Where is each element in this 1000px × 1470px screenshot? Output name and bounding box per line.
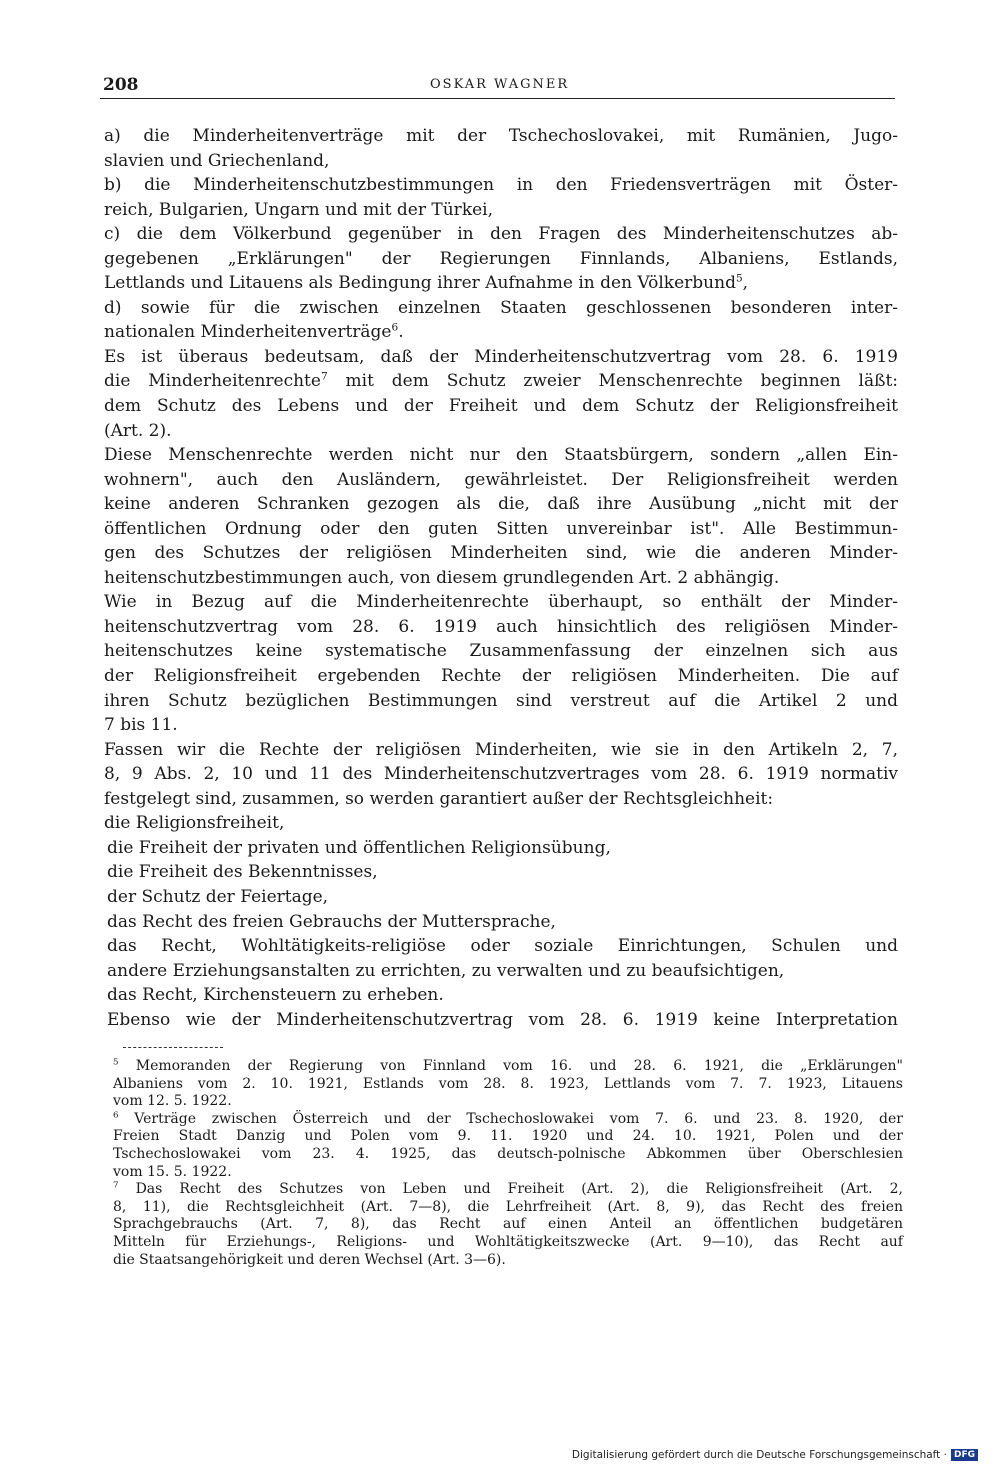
- line-text: das Recht, Kirchensteuern zu erheben.: [107, 985, 444, 1006]
- body-text: [104, 124, 898, 1032]
- page-number: 208: [103, 75, 139, 95]
- footnote-marker: 5: [113, 1057, 119, 1068]
- text-line: [104, 762, 898, 787]
- line-text: die Minderheitenrechte: [104, 371, 321, 392]
- text-line: [104, 124, 898, 149]
- text-line: [104, 787, 898, 812]
- line-text: Ebenso wie der Minderheitenschutzvertrag vom 28. 6. 1919 keine Interpretation: [107, 1009, 898, 1030]
- line-text: reich, Bulgarien, Ungarn und mit der Türkei,: [104, 199, 494, 220]
- text-line: [104, 468, 898, 493]
- footnote-line: [113, 1128, 903, 1146]
- line-text: Sprachgebrauchs (Art. 7, 8), das Recht auf einen Anteil an öffentlichen budgetären: [113, 1216, 903, 1233]
- line-text: Lettlands und Litauens als Bedingung ihrer Aufnahme in den Völkerbund: [104, 273, 736, 294]
- text-line: [104, 885, 898, 910]
- footnotes: [113, 1058, 903, 1269]
- footnote-line: [113, 1164, 903, 1182]
- text-line: [104, 517, 898, 542]
- footnote-marker: 6: [113, 1110, 119, 1121]
- line-text: die Religionsfreiheit,: [104, 813, 285, 834]
- text-line: [104, 615, 898, 640]
- line-text: das Recht, Wohltätigkeits-religiöse oder soziale Einrichtungen, Schulen und: [107, 936, 898, 957]
- line-text: Diese Menschenrechte werden nicht nur den Staatsbürgern, sondern „allen Ein-: [104, 445, 898, 466]
- line-text: andere Erziehungsanstalten zu errichten, zu verwalten und zu beaufsichtigen,: [107, 960, 785, 981]
- text-line: [104, 566, 898, 591]
- line-text: öffentlichen Ordnung oder den guten Sitten unvereinbar ist". Alle Bestimmun-: [104, 518, 898, 539]
- line-text: Mitteln für Erziehungs-, Religions- und Wohltätigkeitszwecke (Art. 9—10), das Recht auf: [113, 1233, 903, 1250]
- text-line: [104, 149, 898, 174]
- text-line: [104, 934, 898, 959]
- line-text: wohnern", auch den Ausländern, gewährleistet. Der Religionsfreiheit werden: [104, 469, 898, 490]
- text-line: [104, 664, 898, 689]
- line-text: festgelegt sind, zusammen, so werden garantiert außer der Rechtsgleichheit:: [104, 788, 774, 809]
- line-text: dem Schutz des Lebens und der Freiheit und dem Schutz der Religionsfreiheit: [104, 396, 898, 417]
- footnote-line: [113, 1146, 903, 1164]
- text-line: [104, 713, 898, 738]
- line-text: b) die Minderheitenschutzbestimmungen in den Friedensverträgen mit Öster-: [104, 175, 898, 196]
- line-text: heitenschutzvertrag vom 28. 6. 1919 auch hinsichtlich des religiösen Minder-: [104, 616, 898, 637]
- line-text: die Freiheit der privaten und öffentlichen Religionsübung,: [107, 837, 611, 858]
- text-line: [104, 639, 898, 664]
- header-rule: [100, 98, 895, 99]
- line-text: Verträge zwischen Österreich und der Tschechoslowakei vom 7. 6. und 23. 8. 1920, der: [118, 1110, 903, 1127]
- text-line: [104, 811, 898, 836]
- line-text: Fassen wir die Rechte der religiösen Minderheiten, wie sie in den Artikeln 2, 7,: [104, 739, 898, 760]
- footnote-reference: 7: [320, 370, 328, 383]
- line-text: Memoranden der Regierung von Finnland vom 16. und 28. 6. 1921, die „Erklärungen": [118, 1058, 903, 1074]
- line-text: der Schutz der Feiertage,: [107, 886, 329, 907]
- text-line: [104, 369, 898, 394]
- line-text: ihren Schutz bezüglichen Bestimmungen sind verstreut auf die Artikel 2 und: [104, 690, 898, 711]
- line-text: Das Recht des Schutzes von Leben und Freiheit (Art. 2), die Religionsfreiheit (Art. 2,: [118, 1181, 903, 1198]
- footnote-line: [113, 1181, 903, 1199]
- footnote-separator: [123, 1047, 223, 1048]
- line-text: heitenschutzbestimmungen auch, von diesem grundlegenden Art. 2 abhängig.: [104, 567, 780, 588]
- line-text: (Art. 2).: [104, 420, 172, 441]
- line-text: 8, 11), die Rechtsgleichheit (Art. 7—8), die Lehrfreiheit (Art. 8, 9), das Recht des freien: [113, 1198, 903, 1215]
- digitization-credit: [572, 1449, 978, 1461]
- line-text: c) die dem Völkerbund gegenüber in den Fragen des Minderheitenschutzes ab-: [104, 224, 898, 245]
- line-text: heitenschutzes keine systematische Zusammenfassung der einzelnen sich aus: [104, 641, 898, 662]
- line-text-tail: .: [398, 322, 404, 343]
- text-line: [104, 983, 898, 1008]
- text-line: [104, 738, 898, 763]
- line-text: der Religionsfreiheit ergebenden Rechte der religiösen Minderheiten. Die auf: [104, 666, 898, 687]
- text-line: [104, 689, 898, 714]
- line-text: Freien Stadt Danzig und Polen vom 9. 11. 1920 und 24. 10. 1921, Polen und der: [113, 1128, 903, 1145]
- running-head: OSKAR WAGNER: [430, 77, 570, 92]
- line-text: vom 12. 5. 1922.: [113, 1093, 232, 1110]
- line-text-tail: ,: [742, 273, 749, 294]
- text-line: [104, 836, 898, 861]
- line-text: Tschechoslowakei vom 23. 4. 1925, das deutsch-polnische Abkommen über Oberschlesien: [113, 1145, 903, 1162]
- line-text: gen des Schutzes der religiösen Minderheiten sind, wie die anderen Minder-: [104, 543, 898, 564]
- footnote-line: [113, 1216, 903, 1234]
- line-text: Es ist überaus bedeutsam, daß der Minderheitenschutzvertrag vom 28. 6. 1919: [104, 346, 898, 367]
- line-text: gegebenen „Erklärungen" der Regierungen Finnlands, Albaniens, Estlands,: [104, 248, 898, 269]
- text-line: [104, 296, 898, 321]
- footnote-line: [113, 1252, 903, 1270]
- text-line: [104, 541, 898, 566]
- text-line: [104, 198, 898, 223]
- footnote-reference: 5: [735, 272, 743, 285]
- line-text: vom 15. 5. 1922.: [113, 1163, 232, 1180]
- footnote-marker: 7: [113, 1180, 119, 1191]
- text-line: [104, 222, 898, 247]
- line-text-tail: mit dem Schutz zweier Menschenrechte beginnen läßt:: [327, 371, 899, 392]
- text-line: [104, 345, 898, 370]
- footnote-line: [113, 1234, 903, 1252]
- footnote-line: [113, 1199, 903, 1217]
- text-line: [104, 590, 898, 615]
- footnote-reference: 6: [391, 321, 399, 334]
- footnote-line: [113, 1058, 903, 1076]
- text-line: [104, 1008, 898, 1033]
- text-line: [104, 320, 898, 345]
- text-line: [104, 959, 898, 984]
- line-text: das Recht des freien Gebrauchs der Muttersprache,: [107, 911, 556, 932]
- footnote-line: [113, 1111, 903, 1129]
- text-line: [104, 419, 898, 444]
- line-text: 7 bis 11.: [104, 715, 178, 736]
- text-line: [104, 443, 898, 468]
- credit-text: Digitalisierung gefördert durch die Deutsche Forschungsgemeinschaft ·: [571, 1449, 947, 1461]
- text-line: [104, 247, 898, 272]
- line-text: Albaniens vom 2. 10. 1921, Estlands vom 28. 8. 1923, Lettlands vom 7. 7. 1923, Litauens: [113, 1075, 903, 1092]
- text-line: [104, 271, 898, 296]
- line-text: a) die Minderheitenverträge mit der Tschechoslovakei, mit Rumänien, Jugo-: [104, 126, 898, 146]
- text-line: [104, 492, 898, 517]
- text-line: [104, 860, 898, 885]
- dfg-logo: DFG: [951, 1449, 978, 1461]
- line-text: slavien und Griechenland,: [104, 150, 330, 171]
- line-text: Wie in Bezug auf die Minderheitenrechte überhaupt, so enthält der Minder-: [104, 592, 898, 613]
- text-line: [104, 173, 898, 198]
- line-text: die Freiheit des Bekenntnisses,: [107, 862, 378, 883]
- text-line: [104, 394, 898, 419]
- text-line: [104, 910, 898, 935]
- line-text: nationalen Minderheitenverträge: [104, 322, 392, 343]
- footnote-line: [113, 1076, 903, 1094]
- line-text: keine anderen Schranken gezogen als die, daß ihre Ausübung „nicht mit der: [104, 494, 898, 515]
- line-text: 8, 9 Abs. 2, 10 und 11 des Minderheitenschutzvertrages vom 28. 6. 1919 normativ: [104, 764, 898, 785]
- line-text: d) sowie für die zwischen einzelnen Staaten geschlossenen besonderen inter-: [104, 297, 898, 318]
- footnote-line: [113, 1093, 903, 1111]
- line-text: die Staatsangehörigkeit und deren Wechsel (Art. 3—6).: [113, 1251, 506, 1268]
